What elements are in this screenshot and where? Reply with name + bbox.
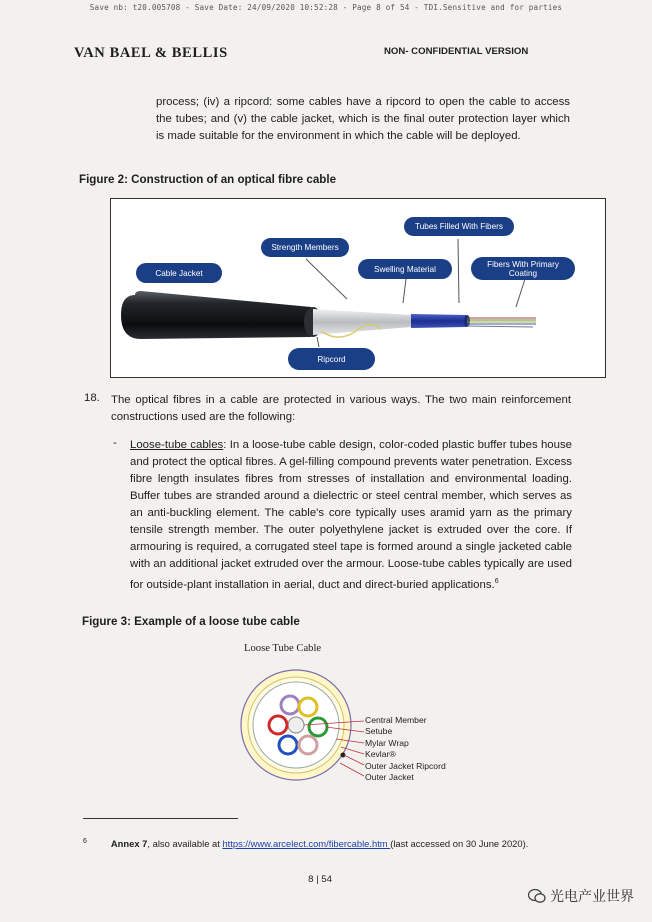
label-kevlar: Kevlar® xyxy=(365,749,396,760)
document-stamp: Save nb: t20.005708 - Save Date: 24/09/2020 10:52:28 - Page 8 of 54 - TDI.Sensitive and for parties xyxy=(89,3,563,12)
label-setube: Setube xyxy=(365,726,393,737)
label-tubes-filled-with-fibers: Tubes Filled With Fibers xyxy=(404,217,514,236)
paragraph-number: 18. xyxy=(84,392,100,404)
wechat-icon xyxy=(528,888,546,904)
footnote xyxy=(83,838,528,849)
section18-paragraph: The optical fibres in a cable are protected in various ways. The two main reinforcement constructions used are the following: xyxy=(111,394,571,423)
figure3-caption: Figure 3: Example of a loose tube cable xyxy=(82,615,300,628)
label-strength-members: Strength Members xyxy=(261,238,349,257)
label-mylar-wrap: Mylar Wrap xyxy=(365,737,409,748)
confidentiality-label: NON- CONFIDENTIAL VERSION xyxy=(384,46,529,57)
loose-tube-text: : In a loose-tube cable design, color-coded plastic buffer tubes house and protect the optical fibres. A gel-filling compound prevents water penetration. Excess fibre length insulates fibres from stresses of installation and environmental loading. Buffer tubes are stranded around a dielectric or steel central member, which serves as an anti-buckling element. The cable's core typically uses aramid yarn as the primary tensile strength member. The outer polyethylene jacket is extruded over the core. If armouring is required, a corrugated steel tape is formed around a single jacketed cable with an additional jacket extruded over the armour. Loose-tube cables typically are used for outside-plant installation in aerial, duct and direct-buried applications. xyxy=(130,439,572,591)
footnote-text-1: , also available at xyxy=(147,838,223,850)
footnote-annex: Annex 7 xyxy=(110,838,148,850)
figure3-title: Loose Tube Cable xyxy=(244,643,322,654)
label-ripcord: Ripcord xyxy=(288,348,375,370)
watermark-text: 光电产业世界 xyxy=(550,889,634,905)
label-cable-jacket: Cable Jacket xyxy=(136,263,222,283)
label-outer-jacket-ripcord: Outer Jacket Ripcord xyxy=(365,760,446,771)
loose-tube-paragraph xyxy=(130,437,572,594)
footnote-number: 6 xyxy=(83,838,87,845)
firm-name: VAN BAEL & BELLIS xyxy=(74,45,228,61)
figure2-cable-illustration xyxy=(110,198,606,378)
page-number: 8 | 54 xyxy=(308,874,332,885)
label-central-member: Central Member xyxy=(365,715,427,725)
central-member xyxy=(288,717,304,733)
loose-tube-term: Loose-tube cables xyxy=(130,439,224,451)
figure2-caption: Figure 2: Construction of an optical fibre cable xyxy=(79,173,337,186)
cable-jacket-shape xyxy=(121,291,311,339)
fiber-tube-shape xyxy=(411,314,466,328)
intro-paragraph: process; (iv) a ripcord: some cables have a ripcord to open the cable to access the tubes; and (v) the cable jacket, which is the final outer protection layer which is made suitable for the environment in which the cable will be deployed. xyxy=(156,96,570,142)
label-outer-jacket: Outer Jacket xyxy=(365,772,414,783)
label-swelling-material: Swelling Material xyxy=(358,259,452,279)
swelling-material-shape xyxy=(313,309,411,335)
loose-tube-labels xyxy=(365,715,446,783)
footnote-reference[interactable]: 6 xyxy=(494,578,499,585)
label-fibers-primary-coating: Fibers With Primary Coating xyxy=(471,257,575,280)
footnote-text-2: (last accessed on 30 June 2020). xyxy=(390,838,529,850)
watermark xyxy=(528,886,634,906)
footnote-link[interactable]: https://www.arcelect.com/fibercable.htm xyxy=(222,838,391,850)
footnote-divider xyxy=(83,818,238,819)
bullet-dash: - xyxy=(113,437,117,449)
